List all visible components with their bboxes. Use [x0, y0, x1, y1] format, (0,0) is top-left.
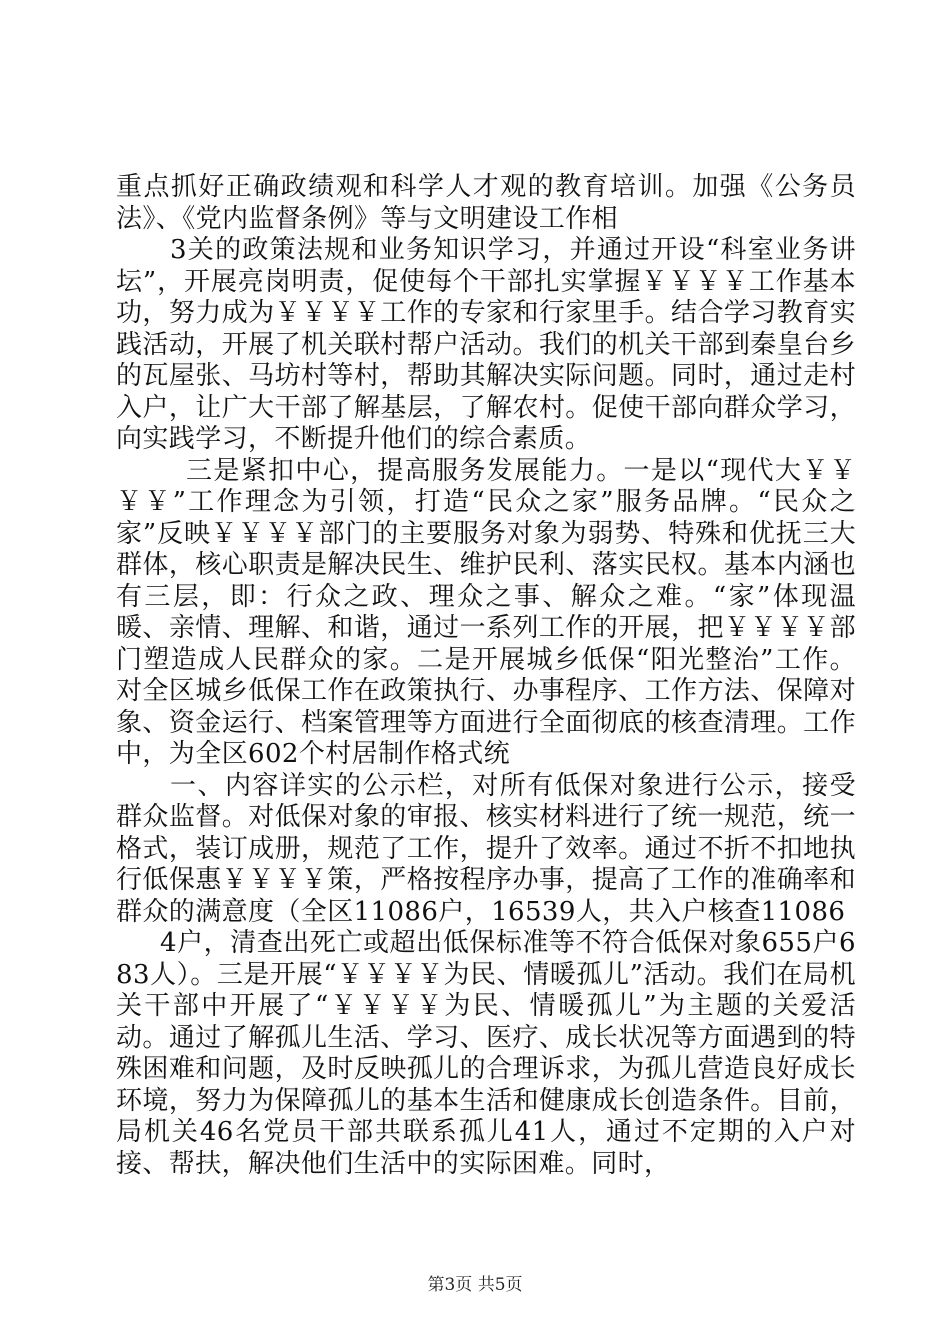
paragraph-3: 三是紧扣中心，提高服务发展能力。一是以“现代大￥￥￥￥”工作理念为引领，打造“民众之家”服务品牌。“民众之家”反映￥￥￥￥部门的主要服务对象为弱势、特殊和优抚三大群体，核心职责是解决民生、维护民利、落实民权。基本内涵也有三层，即：行众之政、理众之事、解众之难。“家”体现温暖、亲情、理解、和谐，通过一系列工作的开展，把￥￥￥￥部门塑造成人民群众的家。二是开展城乡低保“阳光整治”工作。对全区城乡低保工作在政策执行、办事程序、工作方法、保障对象、资金运行、档案管理等方面进行全面彻底的核查清理。工作中，为全区602个村居制作格式统 — [116, 455, 856, 769]
page-footer: 第3页 共5页 — [427, 1275, 523, 1295]
document-body — [116, 172, 856, 1180]
paragraph-4: 一、内容详实的公示栏，对所有低保对象进行公示，接受群众监督。对低保对象的审报、核实材料进行了统一规范，统一格式，装订成册，规范了工作，提升了效率。通过不折不扣地执行低保惠￥￥￥￥策，严格按程序办事，提高了工作的准确率和群众的满意度（全区11086户，16539人，共入户核查11086 — [116, 770, 856, 927]
paragraph-1: 重点抓好正确政绩观和科学人才观的教育培训。加强《公务员法》、《党内监督条例》等与文明建设工作相 — [116, 172, 856, 234]
paragraph-2: 3关的政策法规和业务知识学习，并通过开设“科室业务讲坛”，开展亮岗明责，促使每个干部扎实掌握￥￥￥￥工作基本功，努力成为￥￥￥￥工作的专家和行家里手。结合学习教育实践活动，开展了机关联村帮户活动。我们的机关干部到秦皇台乡的瓦屋张、马坊村等村，帮助其解决实际问题。同时，通过走村入户，让广大干部了解基层，了解农村。促使干部向群众学习，向实践学习，不断提升他们的综合素质。 — [116, 235, 856, 454]
paragraph-5: 4户，清查出死亡或超出低保标准等不符合低保对象655户683人）。三是开展“￥￥￥￥为民、情暖孤儿”活动。我们在局机关干部中开展了“￥￥￥￥为民、情暖孤儿”为主题的关爱活动。通过了解孤儿生活、学习、医疗、成长状况等方面遇到的特殊困难和问题，及时反映孤儿的合理诉求，为孤儿营造良好成长环境，努力为保障孤儿的基本生活和健康成长创造条件。目前，局机关46名党员干部共联系孤儿41人，通过不定期的入户对接、帮扶，解决他们生活中的实际困难。同时， — [116, 928, 856, 1179]
